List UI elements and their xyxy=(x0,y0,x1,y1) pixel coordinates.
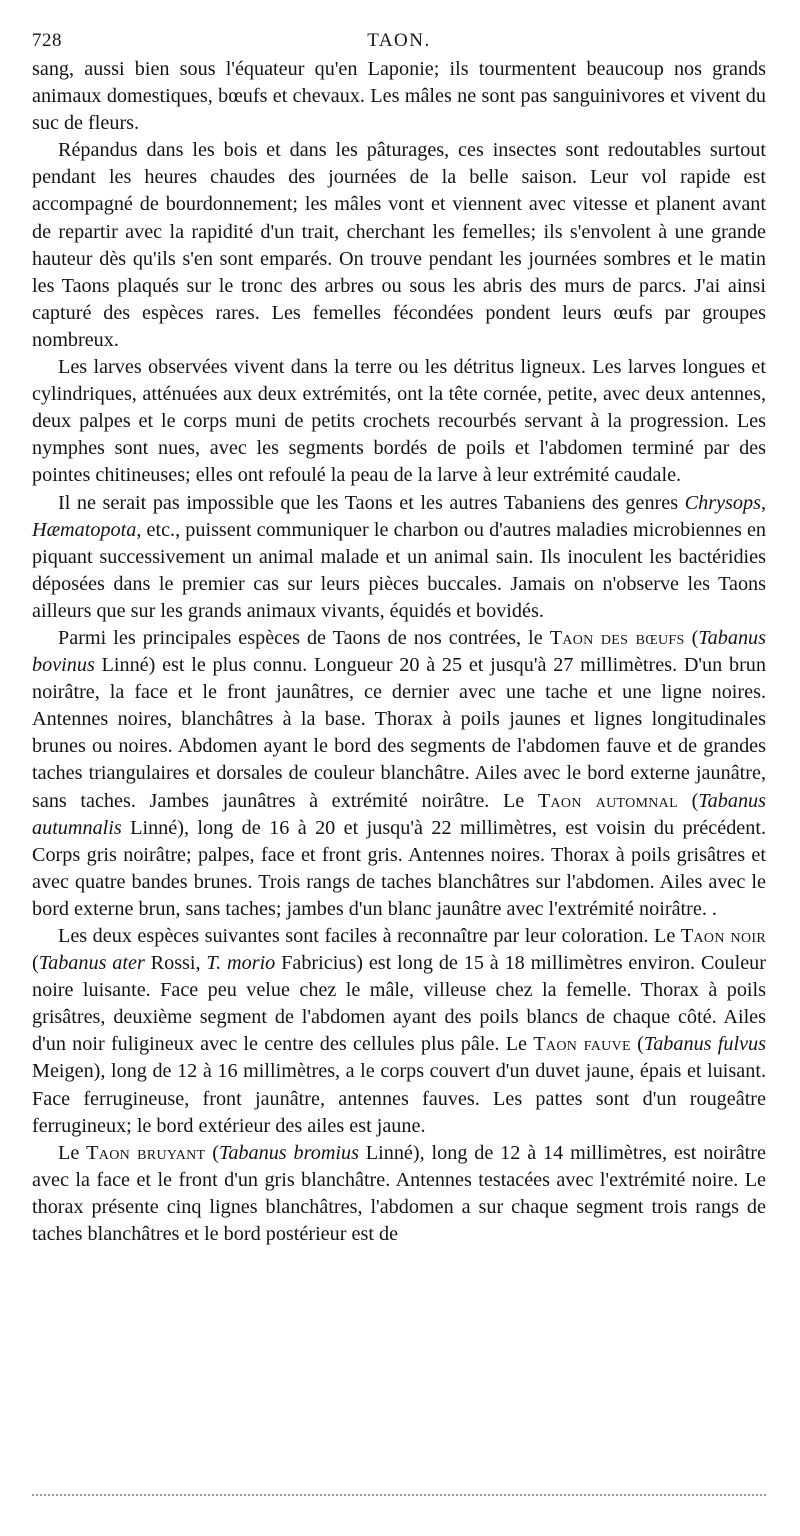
text-run: Linné), long de 16 à 20 et jusqu'à 22 millimètres, est voisin du précédent. Corps gris noirâtre; palpes, face et front gris. Antennes noires. Thorax à poils grisâtres et avec quatre bandes brunes. Trois rangs de taches blanchâtres sur l'abdomen. Ailes avec le bord externe brun, sans taches; jambes d'un blanc jaunâtre avec l'extrémité noirâtre. . xyxy=(32,816,766,920)
text-run: ( xyxy=(630,1033,644,1056)
species-name: Taon fauve xyxy=(533,1033,631,1056)
italic-term: Hæmatopota xyxy=(32,518,137,541)
text-run: Parmi les principales espèces de Taons de nos contrées, le xyxy=(58,626,550,649)
text-run: Linné) est le plus connu. Longueur 20 à 25 et jusqu'à 27 millimètres. D'un brun noirâtre, la face et le front jaunâtres, ce dernier avec une tache et une ligne noires. Antennes noires, blanchâtres à la base. Thorax à poils jaunes et lignes longitudinales brunes ou noires. Abdomen ayant le bord des segments de l'abdomen fauve et de grandes taches triangulaires et dorsales de couleur blanchâtre. Ailes avec le bord externe jaunâtre, sans taches. Jambes jaunâtres à extrémité noirâtre. Le xyxy=(32,654,766,812)
italic-term: Tabanus autumnalis xyxy=(32,789,766,839)
species-name: Taon des bœufs xyxy=(549,626,685,649)
text-run: Fabricius) est long de 15 à 18 millimètres environ. Couleur noire luisante. Face peu velue chez le mâle, villeuse chez la femelle. Thorax à poils grisâtres, deuxième segment de l'abdomen ayant des poils blancs de chaque côté. Ailes d'un noir fuligineux avec le centre des cellules plus pâle. Le xyxy=(32,952,766,1056)
running-title: TAON. xyxy=(367,30,431,51)
text-run: Répandus dans les bois et dans les pâturages, ces insectes sont redoutables surtout pendant les heures chaudes des journées de la belle saison. Leur vol rapide est accompagné de bourdonnement; les mâles vont et viennent avec vitesse et planent avant de repartir avec la rapidité d'un trait, cherchant les femelles; ils s'envolent à une grande hauteur dès qu'ils s'en sont emparés. On trouve pendant les journées sombres et le matin les Taons plaqués sur le tronc des arbres ou sous les abris des murs de parcs. J'ai ainsi capturé des espèces rares. Les femelles fécondées pondent leurs œufs par groupes nombreux. xyxy=(32,139,766,351)
italic-term: Chrysops xyxy=(684,491,761,514)
paragraph xyxy=(32,354,766,489)
paragraph xyxy=(32,923,766,1140)
italic-term: Tabanus bovinus xyxy=(32,626,766,677)
text-run: ( xyxy=(205,1141,219,1164)
text-run: Il ne serait pas impossible que les Taons et les autres Tabaniens des genres xyxy=(58,491,685,514)
paragraph xyxy=(32,137,766,354)
text-run: , xyxy=(760,491,766,514)
book-page xyxy=(32,30,766,1248)
italic-term: Tabanus ater xyxy=(38,952,145,975)
italic-term: T. morio xyxy=(206,952,276,975)
text-run: ( xyxy=(684,626,699,649)
italic-term: Tabanus bromius xyxy=(218,1141,359,1164)
text-run: Linné), long de 12 à 14 millimètres, est noirâtre avec la face et le front d'un gris blanchâtre. Antennes testacées avec l'extrémité noire. Le thorax présente cinq lignes blanchâtres, l'abdomen a sur chaque segment trois rangs de taches blanchâtres et le bord postérieur est de xyxy=(32,1141,766,1246)
paragraph xyxy=(32,490,766,625)
text-run: Rossi, xyxy=(144,952,207,975)
text-run: Le xyxy=(58,1141,87,1164)
text-run: Meigen), long de 12 à 16 millimètres, a le corps couvert d'un duvet jaune, épais et luisant. Face ferrugineuse, front jaunâtre, antennes fauves. Les pattes sont d'un rougeâtre ferrugineux; le bord extérieur des ailes est jaune. xyxy=(32,1060,766,1137)
species-name: Taon noir xyxy=(680,925,766,947)
species-name: Taon bruyant xyxy=(86,1141,206,1164)
body-text xyxy=(32,56,766,1248)
text-run: Les deux espèces suivantes sont faciles à reconnaître par leur coloration. Le xyxy=(58,925,681,947)
species-name: Taon automnal xyxy=(537,789,678,812)
paragraph xyxy=(32,1140,766,1248)
text-run: sang, aussi bien sous l'équateur qu'en Laponie; ils tourmentent beaucoup nos grands animaux domestiques, bœufs et chevaux. Les mâles ne sont pas sanguinivores et vivent du suc de fleurs. xyxy=(32,58,766,135)
text-run: ( xyxy=(32,952,39,975)
paragraph xyxy=(32,625,766,923)
paragraph xyxy=(32,56,766,137)
italic-term: Tabanus fulvus xyxy=(643,1033,767,1056)
running-head xyxy=(32,30,766,56)
footer-rule xyxy=(32,1494,766,1496)
text-run: Les larves observées vivent dans la terre ou les détritus ligneux. Les larves longues et cylindriques, atténuées aux deux extrémités, ont la tête cornée, petite, avec deux antennes, deux palpes et le corps muni de petits crochets recourbés servant à la progression. Les nymphes sont nues, avec les segments bordés de poils et l'abdomen terminé par des pointes chitineuses; elles ont refoulé la peau de la larve à leur extrémité caudale. xyxy=(32,356,766,487)
page-number: 728 xyxy=(32,30,62,51)
text-run: ( xyxy=(677,789,699,812)
text-run: , etc., puissent communiquer le charbon ou d'autres maladies microbiennes en piquant successivement un animal malade et un animal sain. Ils inoculent les bactéridies déposées dans le premier cas sur leurs pièces buccales. Jamais on n'observe les Taons ailleurs que sur les grands animaux vivants, équidés et bovidés. xyxy=(32,518,766,622)
